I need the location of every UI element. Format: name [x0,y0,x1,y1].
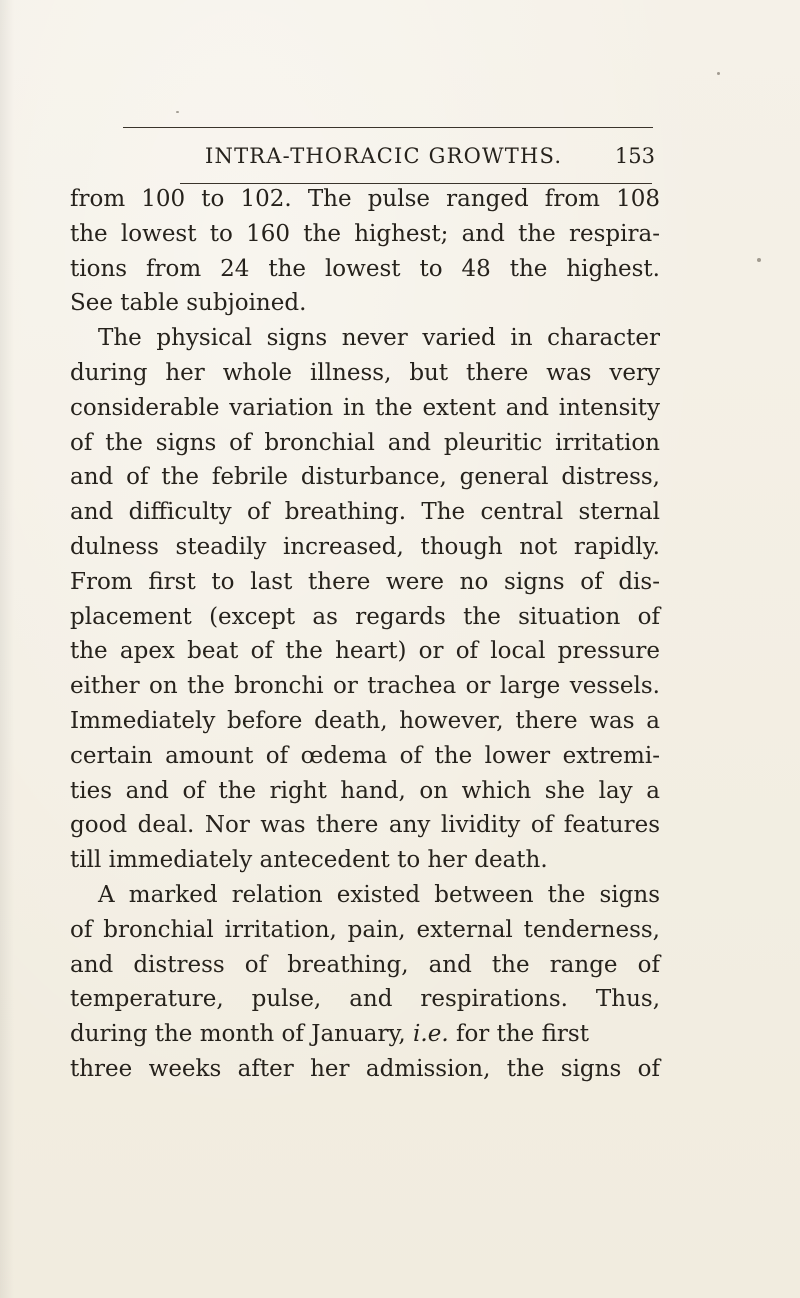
text-line: temperature, pulse, and respirations. Thus, [70,986,660,1013]
page-edge-shadow [0,0,14,1298]
text-line: ties and of the right hand, on which she lay a [70,777,660,804]
text-line: Immediately before death, however, there was a [70,707,660,734]
text-line: from 100 to 102. The pulse ranged from 108 [70,186,660,212]
text-line: either on the bronchi or trachea or large vessels. [70,673,660,700]
text-line: during her whole illness, but there was very [70,359,660,386]
paper-speck [176,111,179,113]
text-line: the lowest to 160 the highest; and the respira- [70,220,660,247]
text-line: three weeks after her admission, the signs of [70,1055,660,1082]
body-text [70,182,660,1087]
text-line: of bronchial irritation, pain, external tenderness, [70,916,660,943]
text-line: good deal. Nor was there any lividity of features [70,812,660,839]
text-line [70,1017,660,1052]
text-line: till immediately antecedent to her death. [70,847,548,874]
text-line: certain amount of œdema of the lower extremi- [70,742,660,769]
text-segment: during the month of January, [70,1021,414,1048]
text-line: tions from 24 the lowest to 48 the highest. [70,255,660,282]
text-line: and difficulty of breathing. The central sternal [70,499,660,526]
text-line: considerable variation in the extent and intensity [70,394,660,421]
text-line: of the signs of bronchial and pleuritic irritation [70,429,660,456]
header-top-rule [123,127,653,128]
text-line: placement (except as regards the situation of [70,603,660,630]
paper-speck [717,72,720,75]
text-line: and distress of breathing, and the range of [70,951,660,978]
paper-speck [757,258,761,262]
text-line: A marked relation existed between the signs [98,881,660,908]
text-segment: for the first [448,1021,589,1048]
text-line: See table subjoined. [70,290,307,317]
italic-abbreviation: i.e. [413,1021,449,1048]
text-line: and of the febrile disturbance, general distress, [70,464,660,491]
text-line: dulness steadily increased, though not rapidly. [70,533,660,560]
page-number: 153 [614,144,655,168]
text-line: From first to last there were no signs of dis- [70,568,660,595]
text-line: the apex beat of the heart) or of local pressure [70,638,660,665]
running-header [205,141,655,173]
text-line: The physical signs never varied in character [98,325,660,352]
running-title: INTRA-THORACIC GROWTHS. [205,144,563,168]
